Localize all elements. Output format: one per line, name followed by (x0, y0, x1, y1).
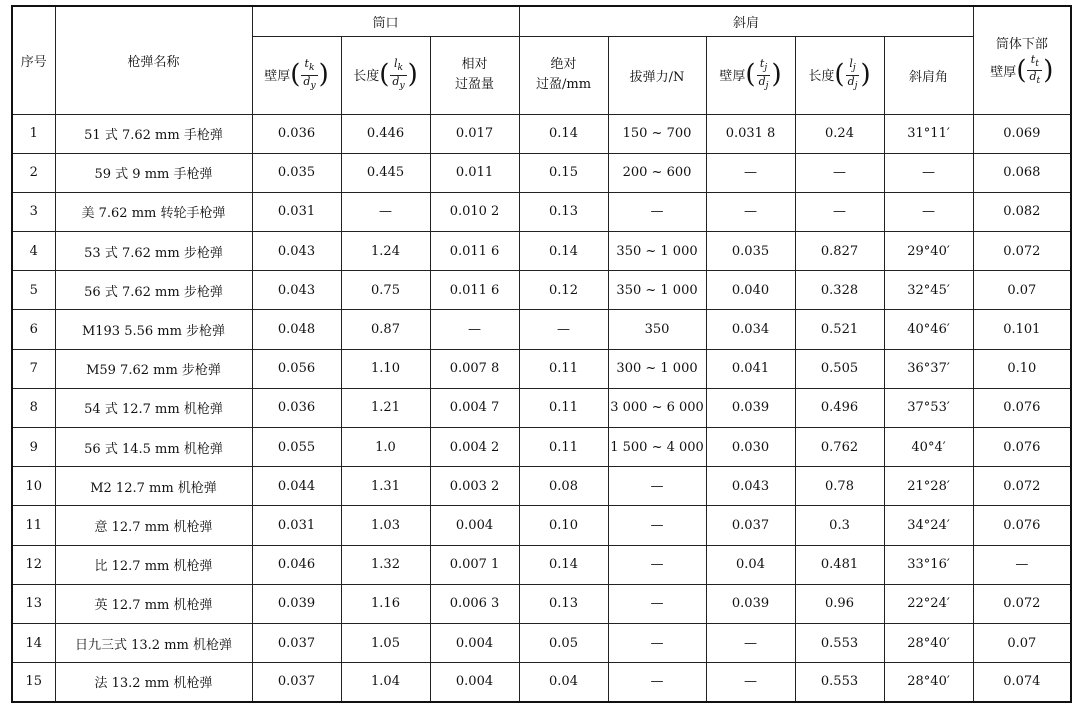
header-group-mouth: 筒口 (252, 6, 519, 36)
cell-pull-force: — (608, 584, 706, 623)
frac-dj-den-2: d (847, 74, 855, 88)
cell-mouth-length: 0.87 (341, 310, 430, 349)
cell-mouth-length: 0.75 (341, 271, 430, 310)
cell-pull-force: — (608, 192, 706, 231)
frac-lk-sub: k (397, 62, 404, 74)
cell-pull-force: 150 ~ 700 (608, 114, 706, 153)
cell-abs-interference: 0.10 (519, 506, 608, 545)
cell-shoulder-angle: 36°37′ (884, 349, 973, 388)
frac-lj-num: l (849, 57, 853, 71)
cell-abs-interference: 0.08 (519, 467, 608, 506)
table-row (12, 467, 1071, 506)
cell-mouth-length: 1.31 (341, 467, 430, 506)
header-shoulder-length-label: 长度 (808, 69, 835, 85)
cell-mouth-length: 1.05 (341, 623, 430, 662)
frac-dy-den-2: d (392, 74, 400, 88)
cell-name: 比 12.7 mm 机枪弹 (55, 545, 252, 584)
cell-shoulder-angle: 33°16′ (884, 545, 973, 584)
cell-shoulder-angle: 40°4′ (884, 428, 973, 467)
frac-tk-sub: k (308, 62, 315, 74)
cell-seq: 2 (12, 153, 55, 192)
frac-tj-num: t (759, 57, 765, 71)
cell-body-wall: 0.074 (973, 663, 1071, 702)
table-row (12, 192, 1071, 231)
cell-shoulder-length: 0.521 (795, 310, 884, 349)
cartridge-data-table (11, 5, 1072, 703)
cell-rel-interference: 0.006 3 (430, 584, 519, 623)
header-abs-interference (519, 36, 608, 114)
cell-mouth-wall: 0.046 (252, 545, 341, 584)
cell-mouth-length: 1.0 (341, 428, 430, 467)
cell-shoulder-wall: 0.035 (706, 232, 795, 271)
cell-abs-interference: 0.14 (519, 114, 608, 153)
cell-body-wall: 0.10 (973, 349, 1071, 388)
cell-body-wall: — (973, 545, 1071, 584)
frac-lj-dj (846, 58, 860, 91)
cell-seq: 14 (12, 623, 55, 662)
frac-dy-sub: y (310, 79, 316, 91)
cell-body-wall: 0.082 (973, 192, 1071, 231)
cell-mouth-wall: 0.048 (252, 310, 341, 349)
cell-shoulder-length: 0.762 (795, 428, 884, 467)
header-rel-interference-1: 相对 (461, 57, 488, 72)
cell-abs-interference: 0.11 (519, 428, 608, 467)
header-mouth-wall-label: 壁厚 (264, 69, 291, 85)
cell-name: 英 12.7 mm 机枪弹 (55, 584, 252, 623)
cell-body-wall: 0.076 (973, 506, 1071, 545)
table-row (12, 114, 1071, 153)
frac-lk-num: l (393, 57, 398, 71)
frac-dj-sub-2: j (854, 79, 858, 91)
cell-pull-force: — (608, 663, 706, 702)
cell-body-wall: 0.069 (973, 114, 1071, 153)
frac-tk-dy (301, 58, 317, 91)
frac-tk-num: t (304, 57, 309, 71)
cell-rel-interference: 0.017 (430, 114, 519, 153)
cell-name: M193 5.56 mm 步枪弹 (55, 310, 252, 349)
cell-abs-interference: 0.13 (519, 584, 608, 623)
cell-body-wall: 0.072 (973, 467, 1071, 506)
header-body-title: 筒体下部 (995, 37, 1048, 53)
cell-shoulder-wall: 0.034 (706, 310, 795, 349)
cell-pull-force: 350 ~ 1 000 (608, 232, 706, 271)
cell-mouth-wall: 0.039 (252, 584, 341, 623)
cell-seq: 5 (12, 271, 55, 310)
cell-shoulder-wall: — (706, 663, 795, 702)
frac-tj-dj (757, 58, 771, 91)
table-row (12, 623, 1071, 662)
cell-shoulder-angle: — (884, 153, 973, 192)
cell-seq: 10 (12, 467, 55, 506)
cell-rel-interference: — (430, 310, 519, 349)
table-row (12, 428, 1071, 467)
cell-shoulder-wall: — (706, 192, 795, 231)
cell-shoulder-length: 0.3 (795, 506, 884, 545)
cell-abs-interference: — (519, 310, 608, 349)
frac-dy-sub-2: y (399, 79, 405, 91)
cell-shoulder-angle: 37°53′ (884, 388, 973, 427)
cell-rel-interference: 0.004 (430, 506, 519, 545)
cell-shoulder-angle: 21°28′ (884, 467, 973, 506)
cell-pull-force: 3 000 ~ 6 000 (608, 388, 706, 427)
header-shoulder-length: 长度( $\frac{l_j}{d_j}$ ) (795, 36, 884, 114)
cell-mouth-length: — (341, 192, 430, 231)
cell-shoulder-wall: 0.040 (706, 271, 795, 310)
cell-shoulder-wall: 0.043 (706, 467, 795, 506)
cell-pull-force: 1 500 ~ 4 000 (608, 428, 706, 467)
table-row (12, 545, 1071, 584)
cell-mouth-wall: 0.037 (252, 623, 341, 662)
cell-shoulder-length: 0.24 (795, 114, 884, 153)
cell-abs-interference: 0.14 (519, 232, 608, 271)
cell-seq: 15 (12, 663, 55, 702)
cell-shoulder-angle: 28°40′ (884, 623, 973, 662)
cell-shoulder-length: — (795, 192, 884, 231)
cell-mouth-wall: 0.055 (252, 428, 341, 467)
frac-tt-dt (1027, 54, 1042, 87)
cell-shoulder-wall: 0.031 8 (706, 114, 795, 153)
cell-mouth-length: 1.04 (341, 663, 430, 702)
header-name: 枪弹名称 (55, 6, 252, 114)
cell-pull-force: 350 (608, 310, 706, 349)
header-mouth-length-label: 长度 (353, 69, 380, 85)
cell-shoulder-length: 0.827 (795, 232, 884, 271)
cell-shoulder-angle: 31°11′ (884, 114, 973, 153)
cell-seq: 12 (12, 545, 55, 584)
cell-pull-force: 200 ~ 600 (608, 153, 706, 192)
cell-mouth-wall: 0.036 (252, 114, 341, 153)
cell-abs-interference: 0.04 (519, 663, 608, 702)
cell-seq: 11 (12, 506, 55, 545)
cell-rel-interference: 0.007 1 (430, 545, 519, 584)
cell-pull-force: — (608, 506, 706, 545)
header-rel-interference (430, 36, 519, 114)
cell-shoulder-angle: 28°40′ (884, 663, 973, 702)
header-seq: 序号 (12, 6, 55, 114)
table-row (12, 153, 1071, 192)
cell-rel-interference: 0.003 2 (430, 467, 519, 506)
frac-dy-den: d (303, 74, 311, 88)
cell-shoulder-wall: 0.030 (706, 428, 795, 467)
cell-mouth-length: 1.32 (341, 545, 430, 584)
header-pull-force: 拔弹力/N (608, 36, 706, 114)
cell-body-wall: 0.07 (973, 623, 1071, 662)
cell-pull-force: — (608, 545, 706, 584)
cell-mouth-wall: 0.036 (252, 388, 341, 427)
table-row (12, 584, 1071, 623)
cell-shoulder-length: 0.78 (795, 467, 884, 506)
cell-shoulder-length: 0.481 (795, 545, 884, 584)
cell-abs-interference: 0.15 (519, 153, 608, 192)
cell-abs-interference: 0.11 (519, 388, 608, 427)
cell-shoulder-angle: 34°24′ (884, 506, 973, 545)
cell-rel-interference: 0.004 2 (430, 428, 519, 467)
cell-body-wall: 0.072 (973, 232, 1071, 271)
cell-shoulder-angle: 29°40′ (884, 232, 973, 271)
cell-body-wall: 0.076 (973, 428, 1071, 467)
cell-abs-interference: 0.13 (519, 192, 608, 231)
table-row (12, 506, 1071, 545)
cell-abs-interference: 0.12 (519, 271, 608, 310)
cell-shoulder-wall: 0.039 (706, 388, 795, 427)
frac-dt-den: d (1029, 70, 1037, 84)
cell-name: 法 13.2 mm 机枪弹 (55, 663, 252, 702)
header-group-shoulder: 斜肩 (519, 6, 973, 36)
table-row (12, 232, 1071, 271)
frac-dj-sub: j (765, 79, 769, 91)
cell-name: 56 式 7.62 mm 步枪弹 (55, 271, 252, 310)
cell-shoulder-length: 0.328 (795, 271, 884, 310)
cell-name: M59 7.62 mm 步枪弹 (55, 349, 252, 388)
cell-rel-interference: 0.007 8 (430, 349, 519, 388)
frac-dt-sub: t (1036, 75, 1041, 87)
cell-mouth-wall: 0.035 (252, 153, 341, 192)
cell-shoulder-length: 0.96 (795, 584, 884, 623)
cell-name: 美 7.62 mm 转轮手枪弹 (55, 192, 252, 231)
header-shoulder-wall: 壁厚( $\frac{t_j}{d_j}$ ) (706, 36, 795, 114)
header-shoulder-angle: 斜肩角 (884, 36, 973, 114)
cell-shoulder-wall: 0.039 (706, 584, 795, 623)
cell-mouth-wall: 0.031 (252, 192, 341, 231)
header-abs-interference-1: 绝对 (550, 57, 577, 72)
cell-name: 51 式 7.62 mm 手枪弹 (55, 114, 252, 153)
header-group-body (973, 6, 1071, 114)
cell-seq: 1 (12, 114, 55, 153)
cell-name: 56 式 14.5 mm 机枪弹 (55, 428, 252, 467)
header-mouth-wall: 壁厚( $\frac{t_k}{d_y}$ ) (252, 36, 341, 114)
frac-lj-sub: j (852, 62, 856, 74)
cell-mouth-wall: 0.037 (252, 663, 341, 702)
cell-rel-interference: 0.004 7 (430, 388, 519, 427)
frac-tj-sub: j (764, 62, 768, 74)
header-abs-interference-2: 过盈/mm (535, 77, 592, 92)
frac-dj-den: d (758, 74, 766, 88)
cell-pull-force: 350 ~ 1 000 (608, 271, 706, 310)
cell-rel-interference: 0.011 6 (430, 271, 519, 310)
cell-shoulder-length: 0.505 (795, 349, 884, 388)
cell-shoulder-angle: 32°45′ (884, 271, 973, 310)
cell-name: 日九三式 13.2 mm 机枪弹 (55, 623, 252, 662)
cell-shoulder-length: 0.553 (795, 623, 884, 662)
cell-body-wall: 0.076 (973, 388, 1071, 427)
cell-mouth-length: 0.445 (341, 153, 430, 192)
cell-seq: 13 (12, 584, 55, 623)
cell-mouth-length: 1.21 (341, 388, 430, 427)
cell-mouth-wall: 0.043 (252, 232, 341, 271)
cell-seq: 4 (12, 232, 55, 271)
cell-shoulder-wall: 0.041 (706, 349, 795, 388)
cell-seq: 9 (12, 428, 55, 467)
cell-mouth-wall: 0.056 (252, 349, 341, 388)
cell-seq: 6 (12, 310, 55, 349)
cell-shoulder-wall: — (706, 153, 795, 192)
cell-shoulder-angle: 22°24′ (884, 584, 973, 623)
cell-shoulder-wall: 0.037 (706, 506, 795, 545)
cell-name: M2 12.7 mm 机枪弹 (55, 467, 252, 506)
cell-seq: 3 (12, 192, 55, 231)
cell-abs-interference: 0.05 (519, 623, 608, 662)
cell-body-wall: 0.07 (973, 271, 1071, 310)
table-row (12, 663, 1071, 702)
cell-mouth-length: 1.24 (341, 232, 430, 271)
cell-rel-interference: 0.011 (430, 153, 519, 192)
cell-shoulder-wall: — (706, 623, 795, 662)
frac-tt-sub: t (1035, 58, 1039, 70)
header-body-wall-label: 壁厚 (990, 65, 1017, 81)
cell-name: 53 式 7.62 mm 步枪弹 (55, 232, 252, 271)
cell-mouth-length: 1.16 (341, 584, 430, 623)
cell-body-wall: 0.072 (973, 584, 1071, 623)
cell-shoulder-wall: 0.04 (706, 545, 795, 584)
frac-lk-dy (390, 58, 406, 91)
frac-tt-num: t (1030, 53, 1036, 67)
cell-rel-interference: 0.004 (430, 663, 519, 702)
cell-mouth-length: 1.03 (341, 506, 430, 545)
header-mouth-length: 长度( $\frac{l_k}{d_y}$ ) (341, 36, 430, 114)
header-shoulder-wall-label: 壁厚 (719, 69, 746, 85)
cell-pull-force: 300 ~ 1 000 (608, 349, 706, 388)
cell-rel-interference: 0.004 (430, 623, 519, 662)
cell-seq: 8 (12, 388, 55, 427)
cell-name: 54 式 12.7 mm 机枪弹 (55, 388, 252, 427)
cell-body-wall: 0.068 (973, 153, 1071, 192)
cell-rel-interference: 0.011 6 (430, 232, 519, 271)
table-row (12, 388, 1071, 427)
table-row (12, 349, 1071, 388)
cell-mouth-wall: 0.043 (252, 271, 341, 310)
header-rel-interference-2: 过盈量 (455, 77, 495, 92)
cell-shoulder-angle: 40°46′ (884, 310, 973, 349)
cell-body-wall: 0.101 (973, 310, 1071, 349)
cell-shoulder-length: 0.553 (795, 663, 884, 702)
header-body-wall: 壁厚( $\frac{t_t}{d_t}$ ) (990, 53, 1054, 87)
cell-abs-interference: 0.11 (519, 349, 608, 388)
cell-abs-interference: 0.14 (519, 545, 608, 584)
cell-pull-force: — (608, 623, 706, 662)
cell-shoulder-length: — (795, 153, 884, 192)
cell-rel-interference: 0.010 2 (430, 192, 519, 231)
cell-pull-force: — (608, 467, 706, 506)
table-row (12, 310, 1071, 349)
cell-shoulder-angle: — (884, 192, 973, 231)
cell-name: 意 12.7 mm 机枪弹 (55, 506, 252, 545)
cell-shoulder-length: 0.496 (795, 388, 884, 427)
cell-seq: 7 (12, 349, 55, 388)
table-row (12, 271, 1071, 310)
cell-mouth-length: 0.446 (341, 114, 430, 153)
cell-mouth-wall: 0.031 (252, 506, 341, 545)
cell-mouth-length: 1.10 (341, 349, 430, 388)
cell-mouth-wall: 0.044 (252, 467, 341, 506)
cell-name: 59 式 9 mm 手枪弹 (55, 153, 252, 192)
